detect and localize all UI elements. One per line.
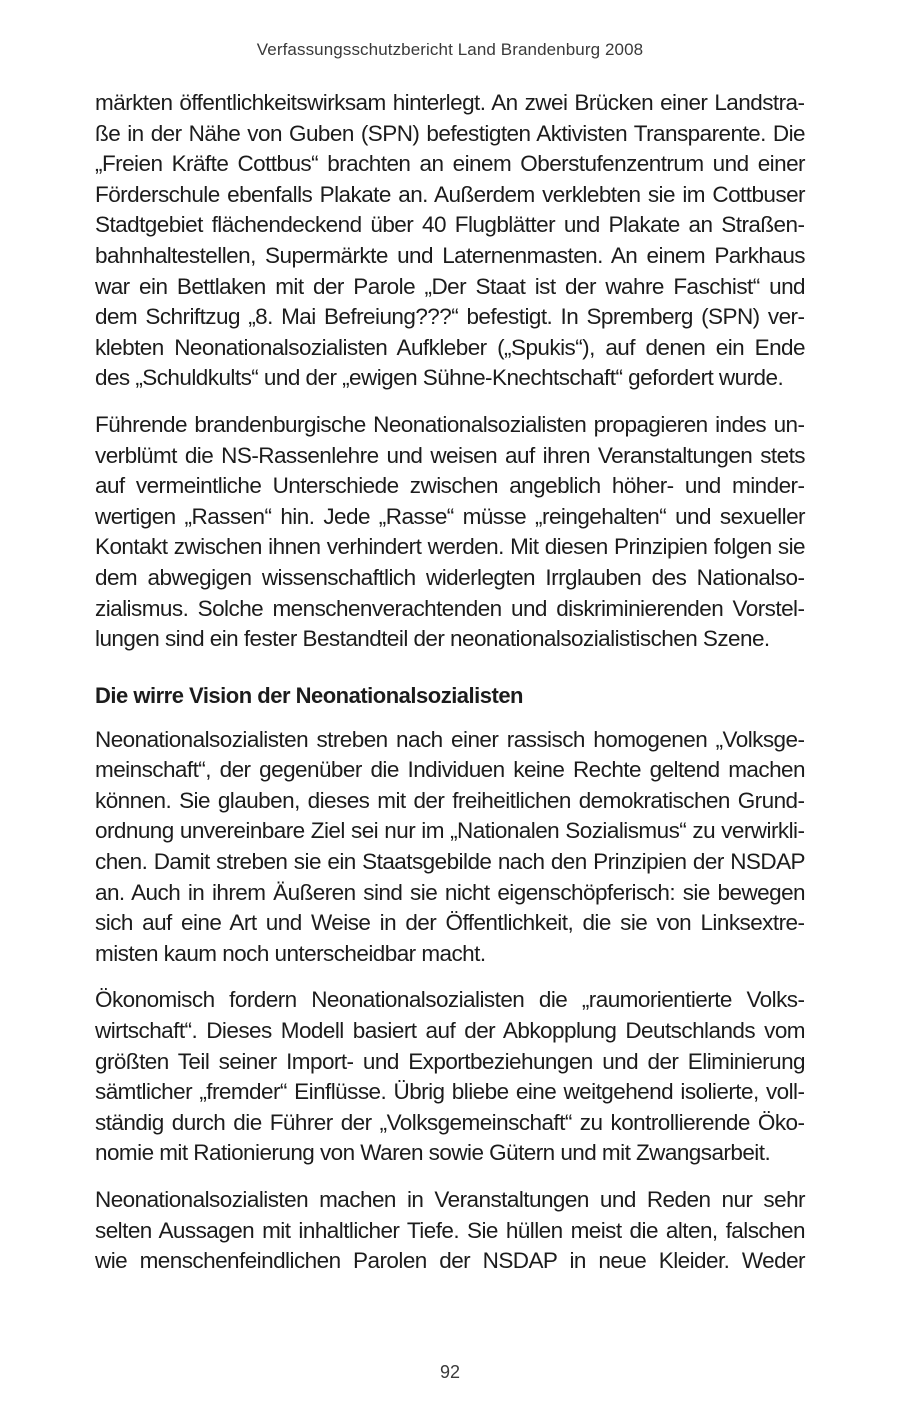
paragraph-economy: Ökonomisch fordern Neonationalsozialisten die „raumorientierte Volkswirtschaft“. Dieses Modell basiert auf der Abkopplung Deutschlands vom größten Teil seiner Import- und Exportbeziehungen und der Eliminierung sämtlicher „fremder“ Einflüsse. Übrig bliebe eine weitgehend isolierte, vollständig durch die Führer der „Volksgemeinschaft“ zu kontrollierende Ökonomie mit Rationierung von Waren sowie Gütern und mit Zwangsarbeit.	[95, 987, 805, 1166]
page-body	[95, 88, 805, 1293]
page-number: 92	[439, 1362, 461, 1382]
paragraph-posters-cottbus: märkten öffentlichkeitswirksam hinterlegt. An zwei Brücken einer Landstraße in der Nähe von Guben (SPN) befestigten Aktivisten Transparente. Die „Freien Kräfte Cottbus“ brachten an einem Oberstufenzentrum und einer Förderschule ebenfalls Plakate an. Außerdem verklebten sie im Cottbuser Stadtgebiet flächendeckend über 40 Flugblätter und Plakate an Straßenbahnhaltestellen, Supermärkte und Laternenmasten. An einem Parkhaus war ein Bettlaken mit der Parole „Der Staat ist der wahre Faschist“ und dem Schriftzug „8. Mai Befreiung???“ befestigt. In Spremberg (SPN) verklebten Neonationalsozialisten Aufkleber („Spukis“), auf denen ein Ende des „Schuldkults“ und der „ewigen Sühne-Knechtschaft“ gefordert wurde.	[95, 90, 805, 391]
section-heading: Die wirre Vision der Neonationalsozialisten	[95, 682, 523, 708]
paragraph-racial-doctrine: Führende brandenburgische Neonationalsozialisten propagieren indes unverblümt die NS-Rassenlehre und weisen auf ihren Veranstaltungen stets auf vermeintliche Unterschiede zwischen angeblich höher- und minderwertigen „Rassen“ hin. Jede „Rasse“ müsse „reingehalten“ und sexueller Kontakt zwischen ihnen verhindert werden. Mit diesen Prinzipien folgen sie dem abwegigen wissenschaftlich widerlegten Irrglauben des Nationalsozialismus. Solche menschenverachtenden und diskriminierenden Vorstellungen sind ein fester Bestandteil der neonationalsozialistischen Szene.	[95, 411, 805, 652]
paragraph-speeches: Neonationalsozialisten machen in Veranstaltungen und Reden nur sehr selten Aussagen mit inhaltlicher Tiefe. Sie hüllen meist die alten, falschen wie menschenfeindlichen Parolen der NSDAP in neue Kleider. Weder	[95, 1187, 805, 1274]
running-header: Verfassungsschutzbericht Land Brandenburg 2008	[256, 40, 644, 59]
paragraph-volksgemeinschaft: Neonationalsozialisten streben nach einer rassisch homogenen „Volksgemeinschaft“, der gegenüber die Individuen keine Rechte geltend machen können. Sie glauben, dieses mit der freiheitlichen demokratischen Grundordnung unvereinbare Ziel sei nur im „Nationalen Sozialismus“ zu verwirklichen. Damit streben sie ein Staatsgebilde nach den Prinzipien der NSDAP an. Auch in ihrem Äußeren sind sie nicht eigenschöpferisch: sie bewegen sich auf eine Art und Weise in der Öffentlichkeit, die sie von Linksextremisten kaum noch unterscheidbar macht.	[95, 726, 805, 966]
